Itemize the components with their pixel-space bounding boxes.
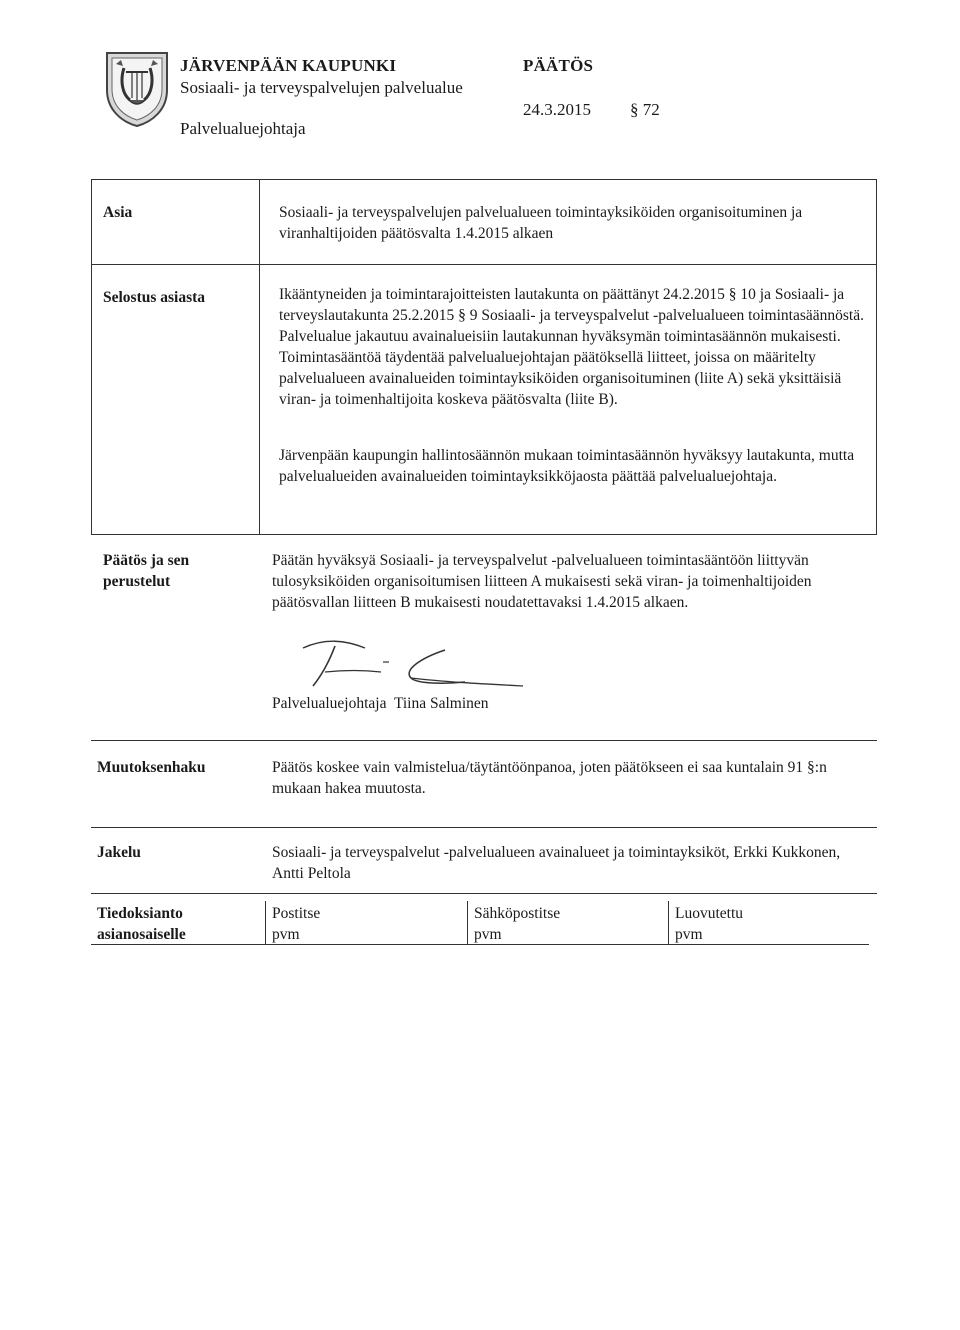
tiedoksianto-label-line-1: Tiedoksianto — [97, 905, 183, 922]
muutoksenhaku-text: Päätös koskee vain valmistelua/täytäntöönpanoa, joten päätökseen ei saa kuntalain 91 §:n mukaan hakea muutosta. — [272, 759, 827, 797]
jakelu-text: Sosiaali- ja terveyspalvelut -palvelualueen avainalueet ja toimintayksiköt, Erkki Kukkonen, Antti Peltola — [272, 844, 841, 882]
asia-rule — [91, 264, 877, 265]
postitse-title: Postitse — [272, 905, 321, 922]
paatos-label-line-1: Päätös ja sen — [103, 552, 190, 569]
paatos-text: Päätän hyväksyä Sosiaali- ja terveyspalvelut -palvelualueen toimintasääntöön liittyvän tulosyksiköiden organisoitumisen liitteen A mukaisesti sekä viran- ja toimenhaltijoiden päätösvallan liitteen B mukaisesti noudatettavaksi 1.4.2015 alkaen. — [272, 552, 812, 611]
jakelu-label: Jakelu — [97, 844, 141, 861]
handwritten-signature — [285, 632, 535, 694]
muutoksenhaku-rule — [91, 827, 877, 828]
tiedoksianto-divider-1 — [265, 901, 266, 945]
right-rule — [876, 179, 877, 534]
paatos-label-line-2: perustelut — [103, 573, 171, 590]
paatos-rule — [91, 740, 877, 741]
org-name: JÄRVENPÄÄN KAUPUNKI — [180, 56, 397, 75]
jakelu-rule — [91, 893, 877, 894]
selostus-paragraph-2: Järvenpään kaupungin hallintosäännön mukaan toimintasäännön hyväksyy lautakunta, mutta palvelualueiden avainalueiden toimintayksikköjaosta päättää palvelualuejohtaja. — [279, 447, 855, 485]
top-rule — [91, 179, 877, 180]
selostus-rule — [91, 534, 877, 535]
decision-date: 24.3.2015 — [523, 100, 591, 119]
signer-name: Palvelualuejohtaja Tiina Salminen — [272, 695, 489, 712]
asia-label: Asia — [103, 204, 133, 221]
column-rule — [259, 179, 260, 534]
coat-of-arms-logo — [104, 50, 170, 128]
selostus-paragraph-1: Ikääntyneiden ja toimintarajoitteisten lautakunta on päättänyt 24.2.2015 § 10 ja Sosiaali- ja terveyslautakunta 25.2.2015 § 9 Sosiaali- ja terveyspalvelut -palvelualueen toimintasäännöstä. Palvelualue jakautuu avainalueisiin lautakunnan hyväksymän toimintasäännön mukaisesti. Toimintasääntöä täydentää palvelualuejohtajan päätöksellä liitteet, joissa on määritelty palvelualueen avainalueiden toimintayksiköiden organisoituminen (liite A) sekä yksittäisiä viran- ja toimenhaltijoita koskeva päätösvalta (liite B). — [279, 286, 864, 408]
luovutettu-date: pvm — [675, 926, 703, 943]
luovutettu-title: Luovutettu — [675, 905, 744, 922]
sahkopostitse-title: Sähköpostitse — [474, 905, 561, 922]
asia-text: Sosiaali- ja terveyspalvelujen palvelualueen toimintayksiköiden organisoituminen ja viranhaltijoiden päätösvalta 1.4.2015 alkaen — [279, 204, 803, 242]
selostus-label: Selostus asiasta — [103, 289, 206, 306]
document-type: PÄÄTÖS — [523, 56, 594, 75]
tiedoksianto-divider-2 — [467, 901, 468, 945]
muutoksenhaku-label: Muutoksenhaku — [97, 759, 206, 776]
tiedoksianto-column-luovutettu — [675, 903, 743, 945]
tiedoksianto-divider-3 — [668, 901, 669, 945]
unit-name: Palvelualuejohtaja — [180, 119, 306, 138]
left-rule — [91, 179, 92, 534]
sahkopostitse-date: pvm — [474, 926, 502, 943]
postitse-date: pvm — [272, 926, 300, 943]
tiedoksianto-label — [97, 903, 186, 945]
paatos-label — [103, 550, 189, 592]
section-number: § 72 — [630, 100, 660, 119]
tiedoksianto-column-postitse — [272, 903, 320, 945]
tiedoksianto-column-sahkopostitse — [474, 903, 560, 945]
tiedoksianto-label-line-2: asianosaiselle — [97, 926, 186, 943]
department-name: Sosiaali- ja terveyspalvelujen palvelualue — [180, 78, 463, 97]
